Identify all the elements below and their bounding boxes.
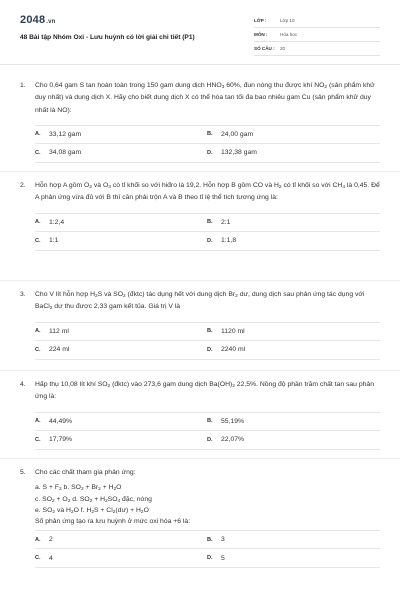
option-letter: A. <box>35 131 41 138</box>
option-letter: C. <box>35 237 41 244</box>
question-text <box>20 289 380 314</box>
meta-key: MÔN : <box>254 32 268 37</box>
answer-options <box>20 322 380 360</box>
option-text: 1:1 <box>49 237 59 245</box>
options-row <box>35 232 380 251</box>
option-letter: D. <box>207 346 213 353</box>
answer-options <box>20 125 380 163</box>
option-letter: A. <box>35 328 41 335</box>
option-letter: D. <box>207 149 213 156</box>
question-divider <box>0 171 400 172</box>
meta-value: 20 <box>280 46 286 51</box>
option-text: 55,19% <box>221 417 245 425</box>
option-text: 1:1,8 <box>221 237 237 245</box>
logo-suffix: .vn <box>46 19 56 25</box>
option-b[interactable] <box>207 131 379 138</box>
question-number: 4. <box>20 381 26 388</box>
answer-options <box>20 213 380 251</box>
meta-value: Lớp 10 <box>280 18 295 23</box>
option-a[interactable] <box>35 536 207 543</box>
options-row <box>35 431 380 450</box>
option-d[interactable] <box>207 346 379 353</box>
option-letter: B. <box>207 131 213 138</box>
option-letter: B. <box>207 219 213 226</box>
option-letter: A. <box>35 418 41 425</box>
option-d[interactable] <box>207 436 379 443</box>
question-prompt: Số phản ứng tạo ra lưu huỳnh ở mức oxi hóa +6 là: <box>35 517 191 525</box>
question-divider <box>0 370 400 371</box>
option-letter: B. <box>207 418 213 425</box>
meta-key: LỚP : <box>254 18 267 23</box>
option-text: 34,08 gam <box>49 149 82 157</box>
option-c[interactable] <box>35 149 207 156</box>
meta-row-subject <box>254 28 380 42</box>
question-stem: Hấp thụ 10,08 lít khí $SO_2$ (đktc) vào 273,6 gam dung dịch $Ba(OH)_2$ 22,5%. Nồng độ phần trăm chất tan sau phản ứng là: <box>35 381 374 401</box>
question-stem: Cho các chất tham gia phản ứng: <box>35 469 136 476</box>
option-text: 44,49% <box>49 417 73 425</box>
header-divider <box>0 64 400 65</box>
option-text: 1120 ml <box>221 327 245 335</box>
options-row <box>35 322 380 341</box>
option-letter: D. <box>207 237 213 244</box>
question-3 <box>20 289 380 360</box>
option-text: 112 ml <box>49 327 69 335</box>
question-reactions <box>20 482 380 527</box>
reaction-line: c. $SO_2 + O_2$ d. $SO_2 + H_2SO_4$ đặc, nóng <box>35 495 152 504</box>
option-a[interactable] <box>35 418 207 425</box>
option-d[interactable] <box>207 555 379 562</box>
site-logo[interactable] <box>20 14 56 26</box>
question-number: 2. <box>20 182 26 189</box>
option-b[interactable] <box>207 328 379 335</box>
option-letter: C. <box>35 436 41 443</box>
option-c[interactable] <box>35 237 207 244</box>
reaction-line: e. $SO_2$ và $H_2O$ f. $H_2S$ + $Cl_2(dư) + H_2O$ <box>35 506 149 515</box>
question-number: 1. <box>20 82 26 89</box>
option-text: 1:2,4 <box>49 218 65 226</box>
question-text <box>20 80 380 117</box>
option-a[interactable] <box>35 328 207 335</box>
question-divider <box>0 280 400 281</box>
option-letter: B. <box>207 328 213 335</box>
option-text: 4 <box>49 554 53 562</box>
options-row <box>35 125 380 144</box>
meta-row-grade <box>254 14 380 28</box>
option-b[interactable] <box>207 418 379 425</box>
question-2 <box>20 180 380 251</box>
question-text <box>20 180 380 205</box>
options-row <box>35 412 380 431</box>
option-c[interactable] <box>35 436 207 443</box>
option-letter: D. <box>207 555 213 562</box>
option-letter: B. <box>207 536 213 543</box>
option-letter: C. <box>35 149 41 156</box>
question-text <box>20 467 380 479</box>
option-letter: A. <box>35 219 41 226</box>
option-a[interactable] <box>35 131 207 138</box>
logo-text: 2048 <box>20 14 46 26</box>
option-text: 2 <box>49 536 53 544</box>
option-b[interactable] <box>207 536 379 543</box>
option-d[interactable] <box>207 149 379 156</box>
question-1 <box>20 80 380 163</box>
question-5 <box>20 467 380 568</box>
reaction-line: a. $S + F_2$ b. $SO_2 + Br_2 + H_2O$ <box>35 484 122 493</box>
meta-value: Hóa học <box>280 32 298 37</box>
options-row <box>35 213 380 232</box>
option-d[interactable] <box>207 237 379 244</box>
option-text: 132,38 gam <box>221 149 257 157</box>
document-title: 48 Bài tập Nhóm Oxi - Lưu huỳnh có lời giải chi tiết (P1) <box>20 34 195 41</box>
document-header <box>20 14 380 64</box>
option-c[interactable] <box>35 346 207 353</box>
option-text: 2240 ml <box>221 346 246 354</box>
option-text: 24,00 gam <box>221 130 254 138</box>
option-text: 2:1 <box>221 218 231 226</box>
answer-options <box>20 530 380 568</box>
option-text: 33,12 gam <box>49 130 82 138</box>
option-c[interactable] <box>35 555 207 562</box>
option-a[interactable] <box>35 219 207 226</box>
question-stem: Cho 0,64 gam S tan hoàn toàn trong 150 gam dung dịch $HNO_3$ 60%, đun nóng thu được khí $NO_2$ (sản phẩm khử duy nhất) và dung dịch X. Hãy cho biết dung dịch X có thể hòa tan tối đa bao nhiêu gam Cu (sản phẩm khử duy nhất là NO): <box>35 82 375 114</box>
answer-options <box>20 412 380 450</box>
option-letter: D. <box>207 436 213 443</box>
option-text: 5 <box>221 554 225 562</box>
option-letter: A. <box>35 536 41 543</box>
question-text <box>20 379 380 404</box>
option-letter: C. <box>35 346 41 353</box>
question-stem: Cho V lít hỗn hợp $H_2S$ và $SO_2$ (đktc) tác dụng hết với dung dịch $Br_2$ dư, dung dịch sau phản ứng tác dụng với BaCl$_2$ dư thu được 2,33 gam kết tủa. Giá trị V là <box>35 291 365 312</box>
option-text: 224 ml <box>49 346 70 354</box>
options-row <box>35 341 380 360</box>
option-b[interactable] <box>207 219 379 226</box>
option-text: 22,07% <box>221 436 245 444</box>
document-meta <box>254 14 380 56</box>
options-row <box>35 549 380 568</box>
option-text: 17,79% <box>49 436 73 444</box>
question-number: 5. <box>20 469 26 476</box>
question-number: 3. <box>20 291 26 298</box>
question-stem: Hỗn hợp A gồm $O_2$ và $O_3$ có tỉ khối so với hiđro là 19,2. Hỗn hợp B gồm CO và $H_2$ có tỉ khối so với $CH_4$ là 0,45. Để A phản ứng vừa đủ với B thì cần phải trộn A và B theo tỉ lệ thể tích tương ứng là: <box>35 182 380 202</box>
options-row <box>35 530 380 549</box>
question-divider <box>0 458 400 459</box>
meta-row-count <box>254 42 380 56</box>
options-row <box>35 144 380 163</box>
question-4 <box>20 379 380 450</box>
meta-key: SỐ CÂU : <box>254 46 275 51</box>
option-letter: C. <box>35 555 41 562</box>
option-text: 3 <box>221 536 225 544</box>
